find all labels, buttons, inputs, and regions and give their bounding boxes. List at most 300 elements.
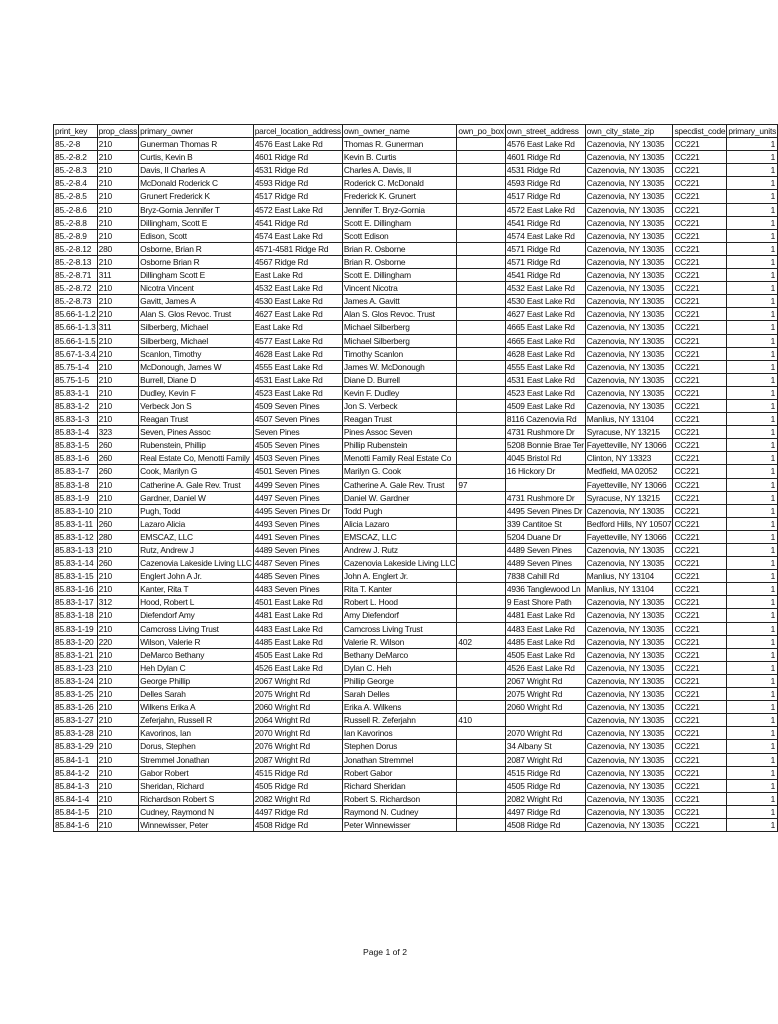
cell-primary-owner: Curtis, Kevin B bbox=[139, 151, 254, 164]
cell-own-owner-name: EMSCAZ, LLC bbox=[342, 530, 457, 543]
cell-parcel-location-address: 2070 Wright Rd bbox=[253, 727, 342, 740]
table-row bbox=[54, 491, 778, 504]
cell-print-key: 85.84-1-1 bbox=[54, 753, 98, 766]
cell-own-city-state-zip: Cazenovia, NY 13035 bbox=[585, 177, 673, 190]
cell-own-po-box bbox=[457, 216, 506, 229]
cell-prop-class: 323 bbox=[97, 426, 139, 439]
cell-own-city-state-zip: Cazenovia, NY 13035 bbox=[585, 674, 673, 687]
cell-own-po-box bbox=[457, 544, 506, 557]
table-row bbox=[54, 203, 778, 216]
cell-own-city-state-zip: Cazenovia, NY 13035 bbox=[585, 622, 673, 635]
cell-print-key: 85.-2-8.3 bbox=[54, 164, 98, 177]
table-header-row bbox=[54, 125, 778, 138]
cell-print-key: 85.83-1-21 bbox=[54, 648, 98, 661]
cell-parcel-location-address: 2087 Wright Rd bbox=[253, 753, 342, 766]
cell-own-city-state-zip: Cazenovia, NY 13035 bbox=[585, 295, 673, 308]
cell-parcel-location-address: 4497 Ridge Rd bbox=[253, 805, 342, 818]
cell-own-owner-name: Ian Kavorinos bbox=[342, 727, 457, 740]
cell-own-street-address: 4531 Ridge Rd bbox=[505, 164, 585, 177]
cell-primary-owner: Seven, Pines Assoc bbox=[139, 426, 254, 439]
cell-prop-class: 210 bbox=[97, 779, 139, 792]
cell-own-po-box bbox=[457, 596, 506, 609]
cell-prop-class: 210 bbox=[97, 792, 139, 805]
cell-prop-class: 210 bbox=[97, 229, 139, 242]
cell-own-owner-name: Kevin F. Dudley bbox=[342, 386, 457, 399]
cell-print-key: 85.83-1-28 bbox=[54, 727, 98, 740]
cell-primary-units: 1 bbox=[727, 413, 778, 426]
cell-own-city-state-zip: Cazenovia, NY 13035 bbox=[585, 190, 673, 203]
cell-primary-owner: Wilson, Valerie R bbox=[139, 635, 254, 648]
cell-own-po-box bbox=[457, 177, 506, 190]
cell-prop-class: 260 bbox=[97, 517, 139, 530]
cell-prop-class: 210 bbox=[97, 177, 139, 190]
cell-print-key: 85.-2-8.4 bbox=[54, 177, 98, 190]
cell-print-key: 85.-2-8.71 bbox=[54, 269, 98, 282]
cell-own-owner-name: Reagan Trust bbox=[342, 413, 457, 426]
cell-own-city-state-zip: Cazenovia, NY 13035 bbox=[585, 282, 673, 295]
cell-own-owner-name: Amy Diefendorf bbox=[342, 609, 457, 622]
table-row bbox=[54, 674, 778, 687]
cell-specdist-code: CC221 bbox=[673, 753, 727, 766]
cell-own-street-address: 4731 Rushmore Dr bbox=[505, 491, 585, 504]
cell-own-po-box bbox=[457, 530, 506, 543]
cell-specdist-code: CC221 bbox=[673, 596, 727, 609]
cell-own-po-box bbox=[457, 622, 506, 635]
cell-specdist-code: CC221 bbox=[673, 557, 727, 570]
cell-own-owner-name: Catherine A. Gale Rev. Trust bbox=[342, 478, 457, 491]
cell-primary-owner: Davis, II Charles A bbox=[139, 164, 254, 177]
cell-primary-owner: Bryz-Gornia Jennifer T bbox=[139, 203, 254, 216]
cell-prop-class: 311 bbox=[97, 321, 139, 334]
cell-print-key: 85.83-1-11 bbox=[54, 517, 98, 530]
cell-own-po-box bbox=[457, 688, 506, 701]
table-row bbox=[54, 779, 778, 792]
cell-parcel-location-address: 4499 Seven Pines bbox=[253, 478, 342, 491]
cell-primary-units: 1 bbox=[727, 426, 778, 439]
table-row bbox=[54, 635, 778, 648]
cell-print-key: 85.83-1-7 bbox=[54, 465, 98, 478]
table-row bbox=[54, 792, 778, 805]
cell-specdist-code: CC221 bbox=[673, 740, 727, 753]
cell-parcel-location-address: 4491 Seven Pines bbox=[253, 530, 342, 543]
cell-print-key: 85.66-1-1.2 bbox=[55, 309, 96, 320]
table-row bbox=[54, 648, 778, 661]
cell-own-owner-name: Scott Edison bbox=[342, 229, 457, 242]
cell-own-owner-name: Stephen Dorus bbox=[342, 740, 457, 753]
cell-specdist-code: CC221 bbox=[673, 727, 727, 740]
cell-parcel-location-address: 4532 East Lake Rd bbox=[253, 282, 342, 295]
table-row bbox=[54, 426, 778, 439]
cell-specdist-code: CC221 bbox=[673, 688, 727, 701]
cell-own-owner-name: Diane D. Burrell bbox=[342, 373, 457, 386]
cell-own-city-state-zip: Cazenovia, NY 13035 bbox=[585, 504, 673, 517]
cell-parcel-location-address: 2064 Wright Rd bbox=[253, 714, 342, 727]
cell-parcel-location-address: 4593 Ridge Rd bbox=[253, 177, 342, 190]
cell-own-city-state-zip: Syracuse, NY 13215 bbox=[585, 491, 673, 504]
cell-primary-units: 1 bbox=[727, 229, 778, 242]
cell-own-street-address: 4531 East Lake Rd bbox=[505, 373, 585, 386]
cell-prop-class: 210 bbox=[97, 661, 139, 674]
cell-own-po-box bbox=[457, 740, 506, 753]
cell-specdist-code: CC221 bbox=[673, 151, 727, 164]
cell-parcel-location-address: 2076 Wright Rd bbox=[253, 740, 342, 753]
cell-own-owner-name: Raymond N. Cudney bbox=[342, 805, 457, 818]
cell-primary-owner: Gabor Robert bbox=[139, 766, 254, 779]
cell-own-owner-name: James A. Gavitt bbox=[342, 295, 457, 308]
cell-prop-class: 210 bbox=[97, 740, 139, 753]
cell-print-key: 85.83-1-14 bbox=[54, 557, 98, 570]
cell-parcel-location-address: Seven Pines bbox=[253, 426, 342, 439]
cell-specdist-code: CC221 bbox=[673, 282, 727, 295]
table-row bbox=[54, 727, 778, 740]
cell-primary-owner: DeMarco Bethany bbox=[139, 648, 254, 661]
cell-own-city-state-zip: Cazenovia, NY 13035 bbox=[585, 269, 673, 282]
table-body bbox=[54, 138, 778, 832]
cell-prop-class: 210 bbox=[97, 504, 139, 517]
cell-primary-owner: Zeferjahn, Russell R bbox=[139, 714, 254, 727]
cell-print-key: 85.-2-8.13 bbox=[54, 255, 98, 268]
cell-primary-owner: Camcross Living Trust bbox=[139, 622, 254, 635]
cell-primary-owner: Edison, Scott bbox=[139, 229, 254, 242]
table-row bbox=[54, 151, 778, 164]
cell-primary-owner: Gunerman Thomas R bbox=[139, 138, 254, 151]
cell-primary-units: 1 bbox=[727, 491, 778, 504]
cell-specdist-code: CC221 bbox=[673, 478, 727, 491]
cell-prop-class: 210 bbox=[97, 648, 139, 661]
cell-own-city-state-zip: Manlius, NY 13104 bbox=[585, 570, 673, 583]
cell-parcel-location-address: 4555 East Lake Rd bbox=[253, 360, 342, 373]
cell-own-owner-name: Valerie R. Wilson bbox=[342, 635, 457, 648]
cell-parcel-location-address: 4526 East Lake Rd bbox=[253, 661, 342, 674]
cell-own-city-state-zip: Cazenovia, NY 13035 bbox=[585, 596, 673, 609]
cell-own-city-state-zip: Fayetteville, NY 13066 bbox=[585, 530, 673, 543]
cell-own-owner-name: John A. Englert Jr. bbox=[342, 570, 457, 583]
cell-own-city-state-zip: Cazenovia, NY 13035 bbox=[585, 753, 673, 766]
cell-own-owner-name: Kevin B. Curtis bbox=[342, 151, 457, 164]
cell-parcel-location-address: 4531 East Lake Rd bbox=[253, 373, 342, 386]
cell-own-street-address: 4495 Seven Pines Dr bbox=[505, 504, 585, 517]
cell-primary-units: 1 bbox=[727, 544, 778, 557]
cell-own-po-box: 402 bbox=[457, 635, 506, 648]
cell-own-city-state-zip: Cazenovia, NY 13035 bbox=[585, 792, 673, 805]
cell-primary-units: 1 bbox=[727, 609, 778, 622]
cell-prop-class: 210 bbox=[97, 203, 139, 216]
table-row bbox=[54, 439, 778, 452]
cell-own-city-state-zip: Cazenovia, NY 13035 bbox=[585, 701, 673, 714]
cell-own-street-address: 7838 Cahill Rd bbox=[505, 570, 585, 583]
cell-prop-class: 260 bbox=[97, 439, 139, 452]
cell-own-city-state-zip: Cazenovia, NY 13035 bbox=[585, 203, 673, 216]
cell-own-po-box bbox=[457, 164, 506, 177]
table-row bbox=[54, 701, 778, 714]
cell-own-city-state-zip: Clinton, NY 13323 bbox=[585, 452, 673, 465]
cell-parcel-location-address: 4485 Seven Pines bbox=[253, 570, 342, 583]
cell-own-street-address: 9 East Shore Path bbox=[505, 596, 585, 609]
cell-prop-class: 220 bbox=[97, 635, 139, 648]
cell-own-street-address bbox=[505, 478, 585, 491]
cell-prop-class: 210 bbox=[97, 399, 139, 412]
table-row bbox=[54, 517, 778, 530]
cell-primary-units: 1 bbox=[727, 661, 778, 674]
cell-own-street-address: 4517 Ridge Rd bbox=[505, 190, 585, 203]
cell-print-key: 85.83-1-25 bbox=[54, 688, 98, 701]
cell-print-key: 85.84-1-6 bbox=[54, 818, 98, 831]
cell-primary-units: 1 bbox=[727, 583, 778, 596]
cell-parcel-location-address: 4541 Ridge Rd bbox=[253, 216, 342, 229]
table-row bbox=[54, 609, 778, 622]
cell-own-street-address: 4532 East Lake Rd bbox=[505, 282, 585, 295]
cell-own-po-box bbox=[457, 766, 506, 779]
cell-own-street-address: 4530 East Lake Rd bbox=[505, 295, 585, 308]
cell-print-key: 85.83-1-1 bbox=[54, 386, 98, 399]
cell-primary-units: 1 bbox=[727, 727, 778, 740]
cell-primary-owner: Burrell, Diane D bbox=[139, 373, 254, 386]
cell-prop-class: 210 bbox=[97, 413, 139, 426]
cell-primary-owner: Sheridan, Richard bbox=[139, 779, 254, 792]
cell-own-owner-name: Erika A. Wilkens bbox=[342, 701, 457, 714]
cell-own-po-box: 97 bbox=[457, 478, 506, 491]
cell-own-po-box bbox=[457, 360, 506, 373]
cell-own-po-box bbox=[457, 295, 506, 308]
cell-own-po-box bbox=[457, 334, 506, 347]
cell-own-po-box bbox=[457, 399, 506, 412]
cell-primary-owner: Dorus, Stephen bbox=[139, 740, 254, 753]
cell-own-street-address: 2060 Wright Rd bbox=[505, 701, 585, 714]
cell-primary-owner: Rutz, Andrew J bbox=[139, 544, 254, 557]
cell-own-street-address: 4483 East Lake Rd bbox=[505, 622, 585, 635]
cell-own-po-box bbox=[457, 151, 506, 164]
cell-own-city-state-zip: Cazenovia, NY 13035 bbox=[585, 229, 673, 242]
table-row bbox=[54, 688, 778, 701]
cell-own-city-state-zip: Manlius, NY 13104 bbox=[585, 413, 673, 426]
cell-specdist-code: CC221 bbox=[673, 818, 727, 831]
cell-own-city-state-zip: Manlius, NY 13104 bbox=[585, 583, 673, 596]
cell-own-po-box bbox=[457, 413, 506, 426]
table-row bbox=[54, 714, 778, 727]
table-row bbox=[54, 766, 778, 779]
cell-own-owner-name: Alan S. Glos Revoc. Trust bbox=[342, 308, 457, 321]
cell-primary-owner: McDonough, James W bbox=[139, 360, 254, 373]
cell-primary-units: 1 bbox=[727, 478, 778, 491]
cell-primary-owner: Osborne Brian R bbox=[139, 255, 254, 268]
cell-prop-class: 260 bbox=[97, 557, 139, 570]
cell-own-po-box bbox=[457, 504, 506, 517]
cell-own-city-state-zip: Cazenovia, NY 13035 bbox=[585, 164, 673, 177]
cell-parcel-location-address: 4523 East Lake Rd bbox=[253, 386, 342, 399]
cell-parcel-location-address: 2060 Wright Rd bbox=[253, 701, 342, 714]
cell-specdist-code: CC221 bbox=[673, 413, 727, 426]
cell-print-key: 85.84-1-2 bbox=[54, 766, 98, 779]
cell-specdist-code: CC221 bbox=[673, 216, 727, 229]
column-header-parcel-location-address: parcel_location_address bbox=[254, 126, 341, 136]
cell-parcel-location-address: 4483 Seven Pines bbox=[253, 583, 342, 596]
cell-own-street-address: 2082 Wright Rd bbox=[505, 792, 585, 805]
cell-primary-units: 1 bbox=[727, 282, 778, 295]
cell-print-key: 85.83-1-5 bbox=[54, 439, 98, 452]
cell-prop-class: 210 bbox=[97, 347, 139, 360]
cell-print-key: 85.67-1-3.4 bbox=[55, 348, 96, 359]
column-header-own-city-state-zip: own_city_state_zip bbox=[585, 125, 673, 138]
cell-own-street-address: 4627 East Lake Rd bbox=[505, 308, 585, 321]
cell-own-street-address: 4936 Tanglewood Ln bbox=[505, 583, 585, 596]
cell-own-city-state-zip: Cazenovia, NY 13035 bbox=[585, 308, 673, 321]
cell-prop-class: 210 bbox=[97, 255, 139, 268]
cell-specdist-code: CC221 bbox=[673, 583, 727, 596]
cell-own-owner-name: Marilyn G. Cook bbox=[342, 465, 457, 478]
cell-primary-owner: McDonald Roderick C bbox=[139, 177, 254, 190]
cell-primary-units: 1 bbox=[727, 557, 778, 570]
cell-own-city-state-zip: Fayetteville, NY 13066 bbox=[585, 478, 673, 491]
cell-specdist-code: CC221 bbox=[673, 517, 727, 530]
cell-prop-class: 210 bbox=[97, 714, 139, 727]
cell-specdist-code: CC221 bbox=[673, 792, 727, 805]
cell-own-city-state-zip: Cazenovia, NY 13035 bbox=[585, 779, 673, 792]
cell-specdist-code: CC221 bbox=[673, 295, 727, 308]
cell-specdist-code: CC221 bbox=[673, 334, 727, 347]
table-row bbox=[54, 413, 778, 426]
cell-own-street-address: 4489 Seven Pines bbox=[505, 557, 585, 570]
cell-specdist-code: CC221 bbox=[673, 570, 727, 583]
cell-own-owner-name: Robert S. Richardson bbox=[342, 792, 457, 805]
cell-print-key: 85.83-1-29 bbox=[54, 740, 98, 753]
cell-own-owner-name: Jon S. Verbeck bbox=[342, 399, 457, 412]
cell-primary-units: 1 bbox=[727, 373, 778, 386]
cell-primary-owner: Wilkens Erika A bbox=[139, 701, 254, 714]
cell-print-key: 85.83-1-27 bbox=[54, 714, 98, 727]
cell-prop-class: 210 bbox=[97, 373, 139, 386]
cell-own-po-box bbox=[457, 255, 506, 268]
cell-own-po-box bbox=[457, 609, 506, 622]
cell-prop-class: 210 bbox=[97, 151, 139, 164]
cell-primary-owner: Kavorinos, Ian bbox=[139, 727, 254, 740]
cell-own-owner-name: Robert Gabor bbox=[342, 766, 457, 779]
table-row bbox=[54, 818, 778, 831]
cell-primary-units: 1 bbox=[727, 753, 778, 766]
cell-own-city-state-zip: Fayetteville, NY 13066 bbox=[585, 439, 673, 452]
cell-primary-owner: Dudley, Kevin F bbox=[139, 386, 254, 399]
cell-own-street-address: 4731 Rushmore Dr bbox=[505, 426, 585, 439]
cell-own-owner-name: Frederick K. Grunert bbox=[342, 190, 457, 203]
cell-own-owner-name: Daniel W. Gardner bbox=[342, 491, 457, 504]
cell-specdist-code: CC221 bbox=[673, 138, 727, 151]
cell-parcel-location-address: 4481 East Lake Rd bbox=[253, 609, 342, 622]
cell-specdist-code: CC221 bbox=[673, 177, 727, 190]
cell-specdist-code: CC221 bbox=[673, 386, 727, 399]
table-row bbox=[54, 399, 778, 412]
cell-own-street-address: 4571 Ridge Rd bbox=[505, 242, 585, 255]
cell-parcel-location-address: 2075 Wright Rd bbox=[253, 688, 342, 701]
cell-own-street-address: 4045 Bristol Rd bbox=[505, 452, 585, 465]
cell-print-key: 85.83-1-18 bbox=[54, 609, 98, 622]
cell-specdist-code: CC221 bbox=[673, 622, 727, 635]
cell-own-street-address: 5204 Duane Dr bbox=[505, 530, 585, 543]
cell-parcel-location-address: 4505 Ridge Rd bbox=[253, 779, 342, 792]
cell-prop-class: 280 bbox=[97, 530, 139, 543]
table-row bbox=[54, 373, 778, 386]
cell-print-key: 85.83-1-15 bbox=[54, 570, 98, 583]
cell-prop-class: 210 bbox=[97, 138, 139, 151]
cell-prop-class: 210 bbox=[97, 674, 139, 687]
cell-parcel-location-address: 2082 Wright Rd bbox=[253, 792, 342, 805]
cell-prop-class: 210 bbox=[97, 622, 139, 635]
cell-specdist-code: CC221 bbox=[673, 701, 727, 714]
cell-specdist-code: CC221 bbox=[673, 635, 727, 648]
cell-own-street-address: 4601 Ridge Rd bbox=[505, 151, 585, 164]
cell-primary-owner: Englert John A Jr. bbox=[139, 570, 254, 583]
cell-primary-units: 1 bbox=[727, 805, 778, 818]
cell-primary-units: 1 bbox=[727, 386, 778, 399]
column-header-own-street-address: own_street_address bbox=[505, 125, 585, 138]
cell-primary-owner: Scanlon, Timothy bbox=[139, 347, 254, 360]
cell-primary-owner: Gavitt, James A bbox=[139, 295, 254, 308]
cell-primary-units: 1 bbox=[727, 452, 778, 465]
table-row bbox=[54, 347, 778, 360]
cell-primary-units: 1 bbox=[727, 766, 778, 779]
cell-specdist-code: CC221 bbox=[673, 779, 727, 792]
cell-own-po-box bbox=[457, 138, 506, 151]
cell-specdist-code: CC221 bbox=[673, 661, 727, 674]
cell-own-po-box bbox=[457, 229, 506, 242]
cell-own-po-box bbox=[457, 805, 506, 818]
cell-own-owner-name: Thomas R. Gunerman bbox=[342, 138, 457, 151]
cell-parcel-location-address: East Lake Rd bbox=[253, 269, 342, 282]
cell-primary-units: 1 bbox=[727, 138, 778, 151]
cell-own-owner-name: Robert L. Hood bbox=[342, 596, 457, 609]
cell-primary-owner: Dillingham Scott E bbox=[139, 269, 254, 282]
cell-own-city-state-zip: Cazenovia, NY 13035 bbox=[585, 714, 673, 727]
cell-own-street-address: 4628 East Lake Rd bbox=[505, 347, 585, 360]
page-number: Page 1 of 2 bbox=[363, 947, 407, 957]
cell-own-owner-name: James W. McDonough bbox=[342, 360, 457, 373]
cell-own-owner-name: Peter Winnewisser bbox=[342, 818, 457, 831]
cell-prop-class: 210 bbox=[97, 583, 139, 596]
cell-primary-units: 1 bbox=[727, 465, 778, 478]
cell-own-city-state-zip: Cazenovia, NY 13035 bbox=[585, 151, 673, 164]
cell-primary-units: 1 bbox=[727, 779, 778, 792]
cell-print-key: 85.66-1-1.3 bbox=[55, 322, 96, 333]
cell-primary-units: 1 bbox=[727, 792, 778, 805]
cell-own-street-address: 16 Hickory Dr bbox=[505, 465, 585, 478]
cell-own-city-state-zip: Cazenovia, NY 13035 bbox=[585, 373, 673, 386]
cell-own-owner-name: Richard Sheridan bbox=[342, 779, 457, 792]
cell-specdist-code: CC221 bbox=[673, 426, 727, 439]
cell-own-po-box bbox=[457, 386, 506, 399]
cell-prop-class: 312 bbox=[97, 596, 139, 609]
cell-prop-class: 210 bbox=[97, 386, 139, 399]
table-row bbox=[54, 452, 778, 465]
cell-specdist-code: CC221 bbox=[673, 308, 727, 321]
cell-primary-owner: Heh Dylan C bbox=[139, 661, 254, 674]
cell-own-street-address: 2087 Wright Rd bbox=[505, 753, 585, 766]
cell-primary-owner: Reagan Trust bbox=[139, 413, 254, 426]
cell-primary-units: 1 bbox=[727, 530, 778, 543]
cell-specdist-code: CC221 bbox=[673, 269, 727, 282]
cell-primary-units: 1 bbox=[727, 347, 778, 360]
cell-prop-class: 210 bbox=[97, 308, 139, 321]
cell-own-street-address: 4574 East Lake Rd bbox=[505, 229, 585, 242]
cell-parcel-location-address: 4574 East Lake Rd bbox=[253, 229, 342, 242]
cell-print-key: 85.83-1-19 bbox=[54, 622, 98, 635]
table-row bbox=[54, 478, 778, 491]
cell-own-po-box bbox=[457, 727, 506, 740]
cell-own-city-state-zip: Syracuse, NY 13215 bbox=[585, 426, 673, 439]
cell-prop-class: 210 bbox=[97, 491, 139, 504]
cell-specdist-code: CC221 bbox=[673, 714, 727, 727]
table-row bbox=[54, 386, 778, 399]
cell-parcel-location-address: 4567 Ridge Rd bbox=[253, 255, 342, 268]
cell-primary-owner: Rubenstein, Phillip bbox=[139, 439, 254, 452]
cell-own-owner-name: Phillip Rubenstein bbox=[342, 439, 457, 452]
